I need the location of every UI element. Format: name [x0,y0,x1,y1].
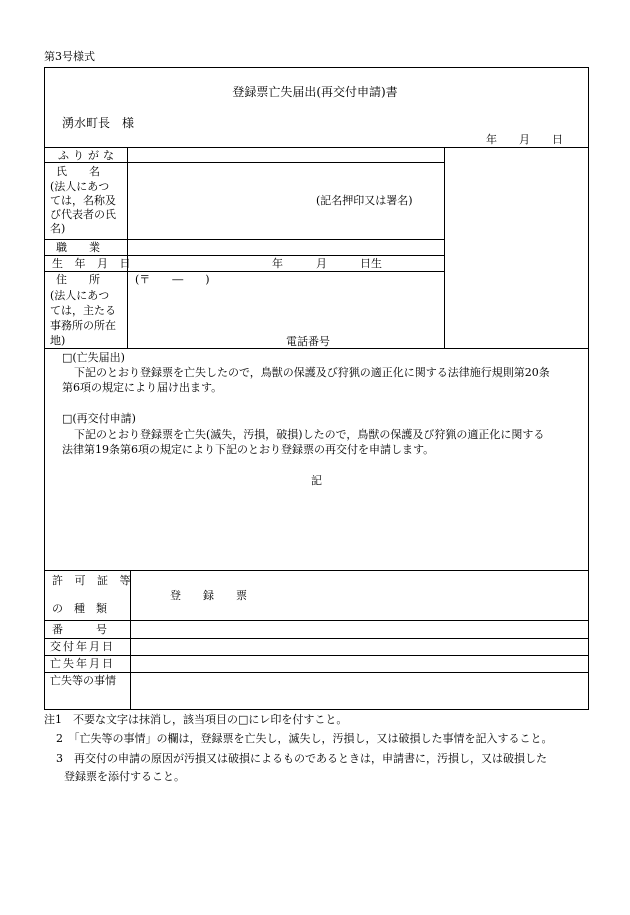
row-line [44,620,589,621]
row-line [44,655,589,656]
name-label: 氏 名 [56,165,100,178]
row-line [44,255,444,256]
reissue-checkbox[interactable]: □(再交付申請) [62,412,136,425]
furigana-field[interactable] [131,150,441,161]
addressee: 湧水町長 様 [62,116,135,130]
occupation-field[interactable] [131,242,441,253]
name-note-line: (法人にあつ [50,180,110,193]
loss-date-label: 亡失年月日 [50,657,115,670]
label-column-divider [130,570,131,710]
loss-date-field[interactable] [134,658,584,670]
loss-report-text: 下記のとおり登録票を亡失したので，鳥獣の保護及び狩猟の適正化に関する法律施行規則第20条 [74,366,550,379]
photo-column-divider [444,147,445,348]
signature-note: (記名押印又は署名) [316,194,413,207]
note-3: 3 再交付の申請の原因が汚損又は破損によるものであるときは，申請書に，汚損し，又は破損した [56,752,547,765]
note-1: 注1 不要な文字は抹消し，該当項目の□にレ印を付すこと。 [44,713,348,726]
row-line [44,271,444,272]
occupation-label: 職 業 [56,241,100,254]
row-line [44,239,444,240]
permit-type-label: の 種 類 [52,602,107,615]
number-label: 番 号 [52,623,107,636]
address-note-line: ては，主たる [50,304,116,317]
row-line [44,672,589,673]
loss-report-text: 第6項の規定により届け出ます。 [62,381,223,394]
issue-date-label: 交付年月日 [50,640,115,653]
loss-report-checkbox[interactable]: □(亡失届出) [62,351,125,364]
address-note-line: 事務所の所在 [50,319,116,332]
number-field[interactable] [134,624,584,636]
address-field[interactable] [131,290,441,332]
date-line[interactable]: 年 月 日 [486,133,563,146]
permit-type-value: 登 録 票 [170,589,247,602]
row-line [44,638,589,639]
address-note-line: 地) [50,334,66,347]
reissue-text: 下記のとおり登録票を亡失(滅失，汚損，破損)したので，鳥獣の保護及び狩猟の適正化に関する [74,428,545,441]
note-3-continued: 登録票を添付すること。 [64,770,185,783]
furigana-label: ふりがな [58,149,118,162]
circumstances-field[interactable] [134,675,584,707]
name-note-line: ては，名称及 [50,194,116,207]
note-2: 2 「亡失等の事情」の欄は，登録票を亡失し，滅失し，汚損し，又は破損した事情を記入すること。 [56,732,553,745]
postal-code-field[interactable]: (〒 ― ) [135,273,210,286]
address-label: 住 所 [56,273,100,286]
name-note-line: 名) [50,222,66,235]
issue-date-field[interactable] [134,641,584,653]
phone-label: 電話番号 [286,335,330,348]
section-divider [44,570,589,571]
row-line [44,162,444,163]
birth-date-field[interactable]: 年 月 日生 [272,257,382,270]
form-number: 第3号様式 [44,50,95,63]
permit-type-label: 許 可 証 等 [52,574,135,587]
address-note-line: (法人にあつ [50,289,110,302]
section-divider [44,147,589,148]
circumstances-label: 亡失等の事情 [50,674,116,687]
section-divider [44,348,589,349]
reissue-text: 法律第19条第6項の規定により下記のとおり登録票の再交付を申請します。 [62,443,435,456]
label-column-divider [127,147,128,348]
ki-marker: 記 [311,474,322,487]
birth-label: 生 年 月 日 [52,257,135,270]
form-title: 登録票亡失届出(再交付申請)書 [232,85,398,99]
name-note-line: び代表者の氏 [50,208,116,221]
